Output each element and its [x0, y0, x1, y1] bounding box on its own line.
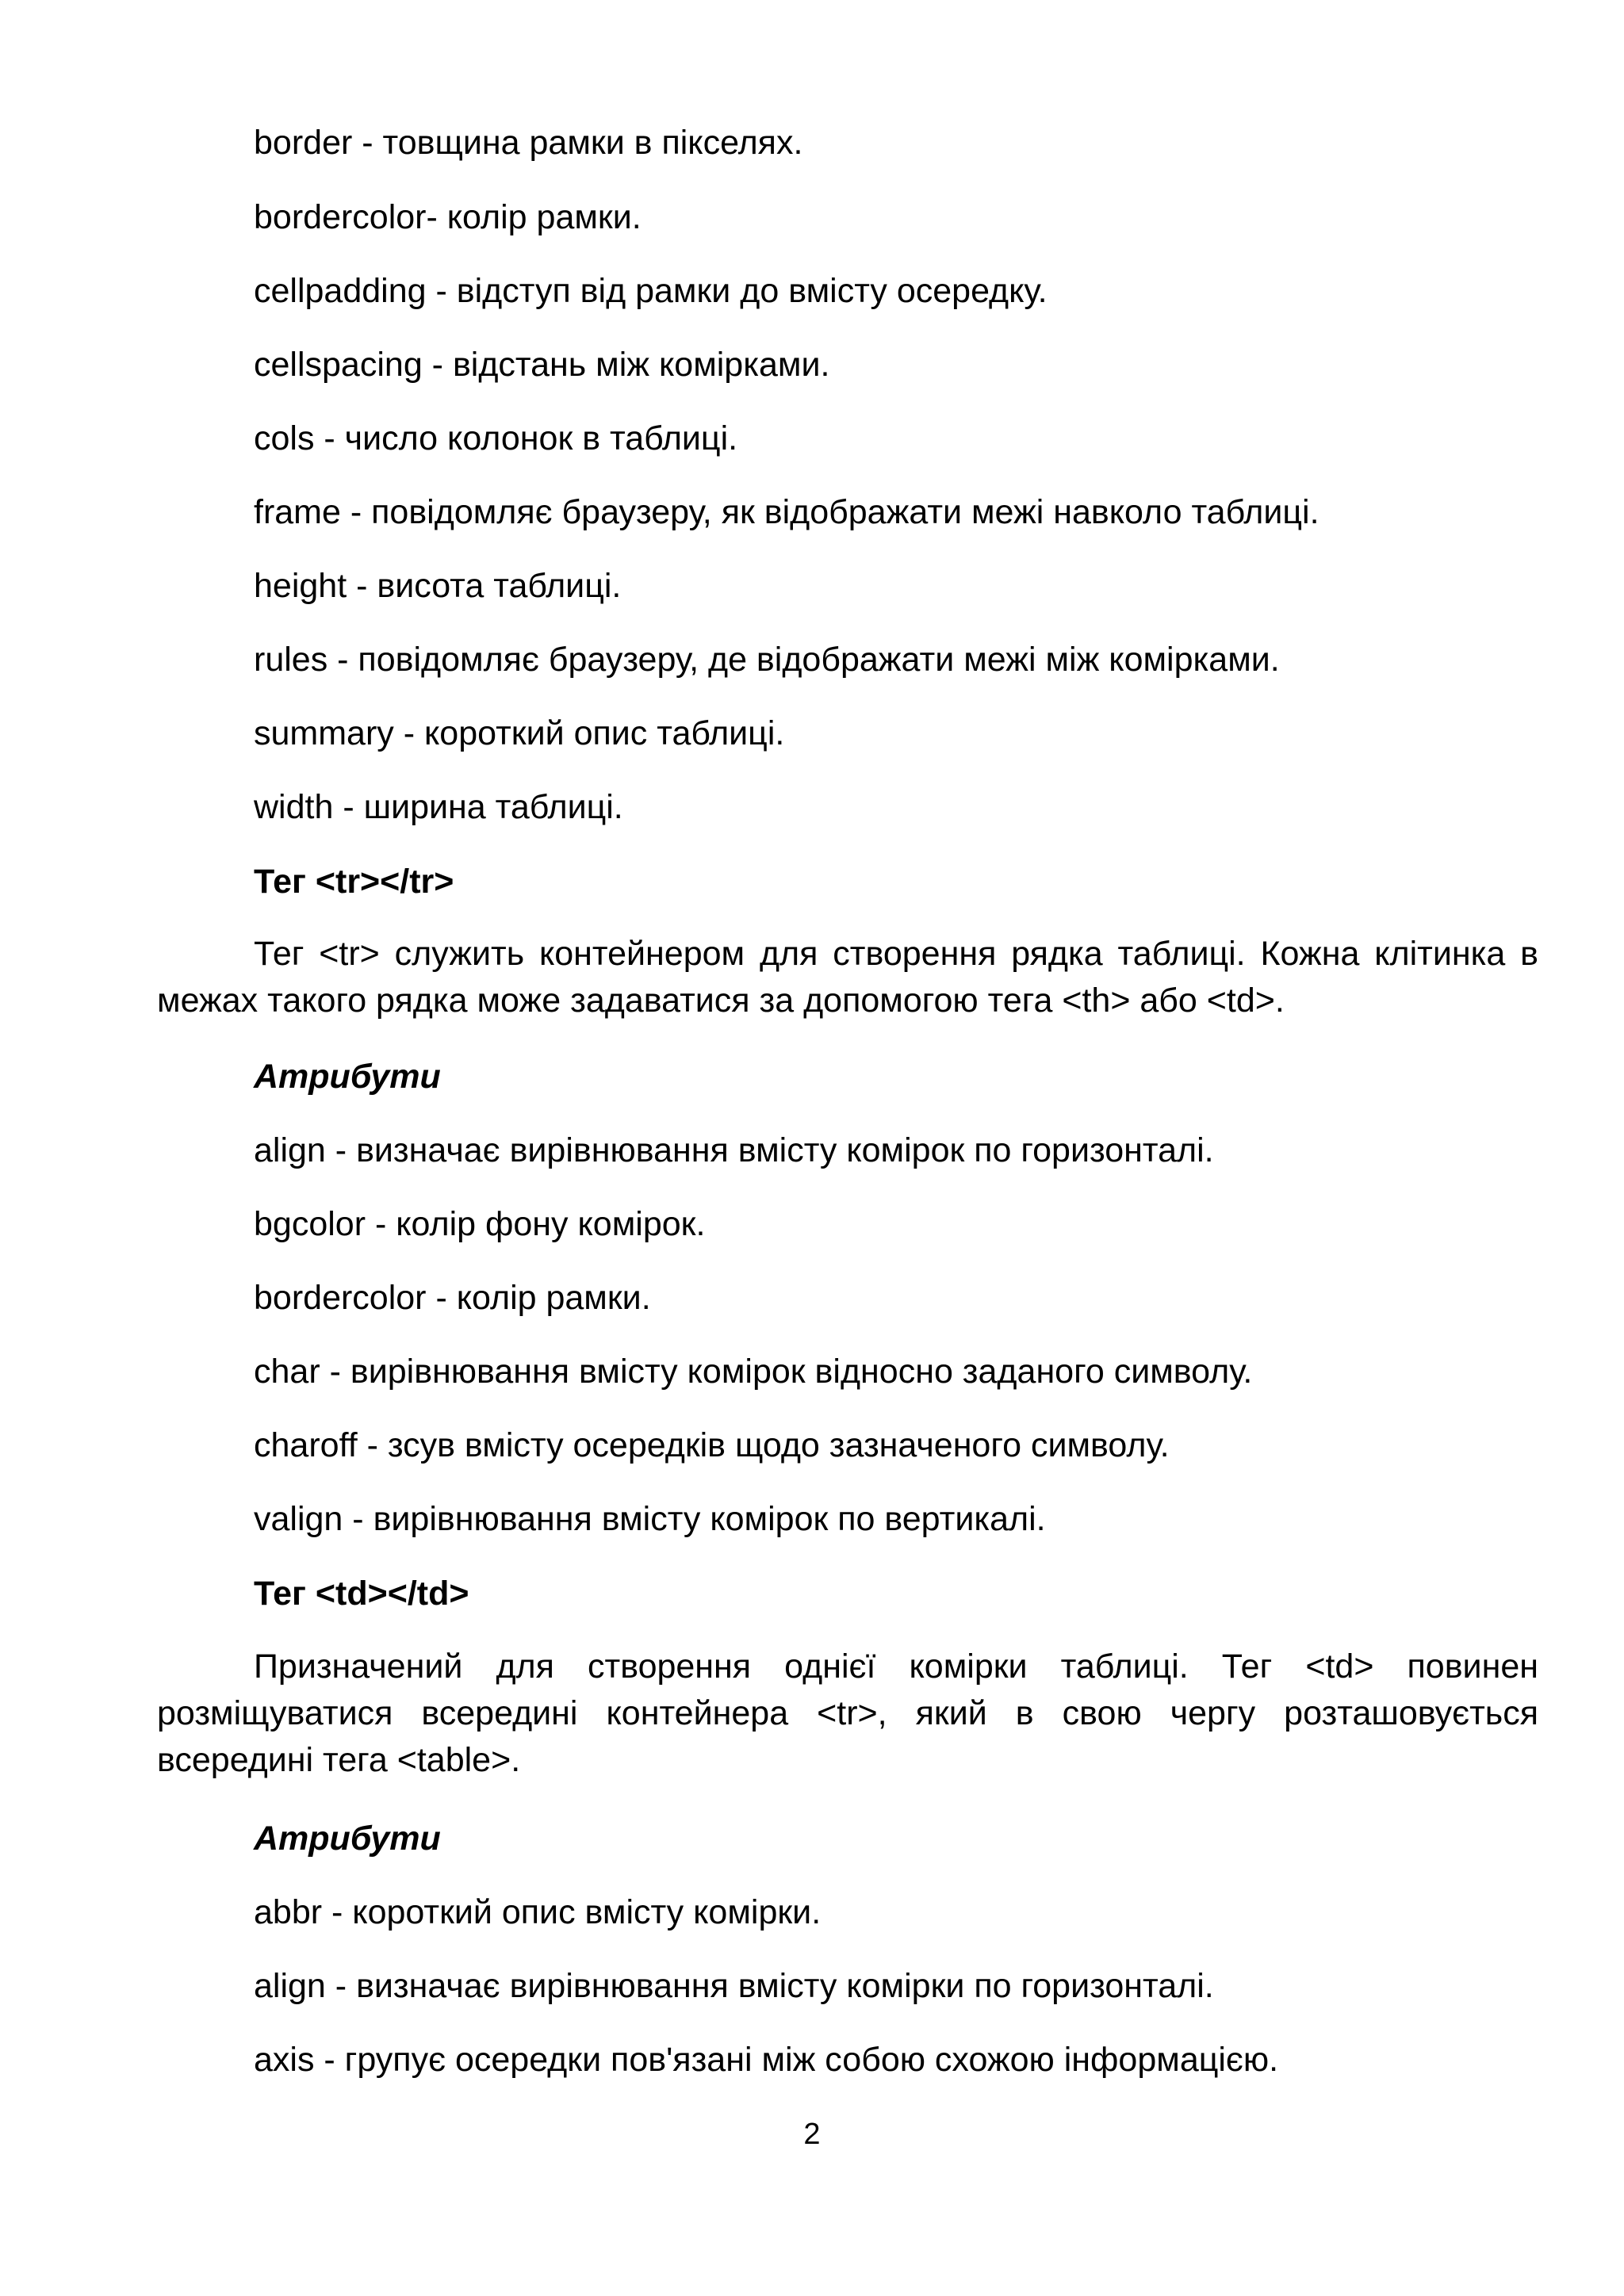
attribute-cellspacing: cellspacing - відстань між комірками. — [254, 346, 830, 384]
attribute-border: border - товщина рамки в пікселях. — [254, 124, 803, 162]
tr-attribute-align: align - визначає вирівнювання вмісту комірок по горизонталі. — [254, 1131, 1214, 1169]
tr-attribute-bordercolor: bordercolor - колір рамки. — [254, 1279, 651, 1317]
tr-attribute-bgcolor: bgcolor - колір фону комірок. — [254, 1205, 706, 1243]
tr-section-heading: Тег <tr></tr> — [254, 863, 454, 901]
tr-attribute-valign: valign - вирівнювання вмісту комірок по вертикалі. — [254, 1500, 1046, 1538]
td-attribute-align: align - визначає вирівнювання вмісту комірки по горизонталі. — [254, 1967, 1214, 2005]
td-attribute-abbr: abbr - короткий опис вмісту комірки. — [254, 1893, 822, 1931]
attribute-summary: summary - короткий опис таблиці. — [254, 714, 785, 752]
tr-attributes-heading: Атрибути — [254, 1058, 441, 1096]
td-description-text: Призначений для створення однієї комірки таблиці. Тег <td> повинен розміщуватися всередині контейнера <tr>, який в свою чергу розташовується всередині тега <table>. — [157, 1647, 1538, 1779]
tr-attribute-char: char - вирівнювання вмісту комірок відносно заданого символу. — [254, 1353, 1253, 1391]
tr-section-description — [157, 931, 1538, 1024]
td-section-heading: Тег <td></td> — [254, 1575, 469, 1613]
td-section-description — [157, 1644, 1538, 1784]
attribute-width: width - ширина таблиці. — [254, 788, 623, 826]
tr-attribute-charoff: charoff - зсув вмісту осередків щодо зазначеного символу. — [254, 1426, 1170, 1464]
tr-description-text: Тег <tr> служить контейнером для створення рядка таблиці. Кожна клітинка в межах такого рядка може задаватися за допомогою тега <th> або <td>. — [157, 935, 1538, 1020]
attribute-cellpadding: cellpadding - відступ від рамки до вмісту осередку. — [254, 272, 1048, 310]
attribute-height: height - висота таблиці. — [254, 567, 622, 605]
attribute-bordercolor: bordercolor- колір рамки. — [254, 198, 642, 236]
attribute-cols: cols - число колонок в таблиці. — [254, 419, 738, 457]
td-attributes-heading: Атрибути — [254, 1820, 441, 1858]
page-number: 2 — [803, 2118, 821, 2151]
attribute-frame: frame - повідомляє браузеру, як відображати межі навколо таблиці. — [254, 493, 1320, 531]
attribute-rules: rules - повідомляє браузеру, де відображати межі між комірками. — [254, 641, 1280, 679]
td-attribute-axis: axis - групує осередки пов'язані між собою схожою інформацією. — [254, 2041, 1279, 2079]
